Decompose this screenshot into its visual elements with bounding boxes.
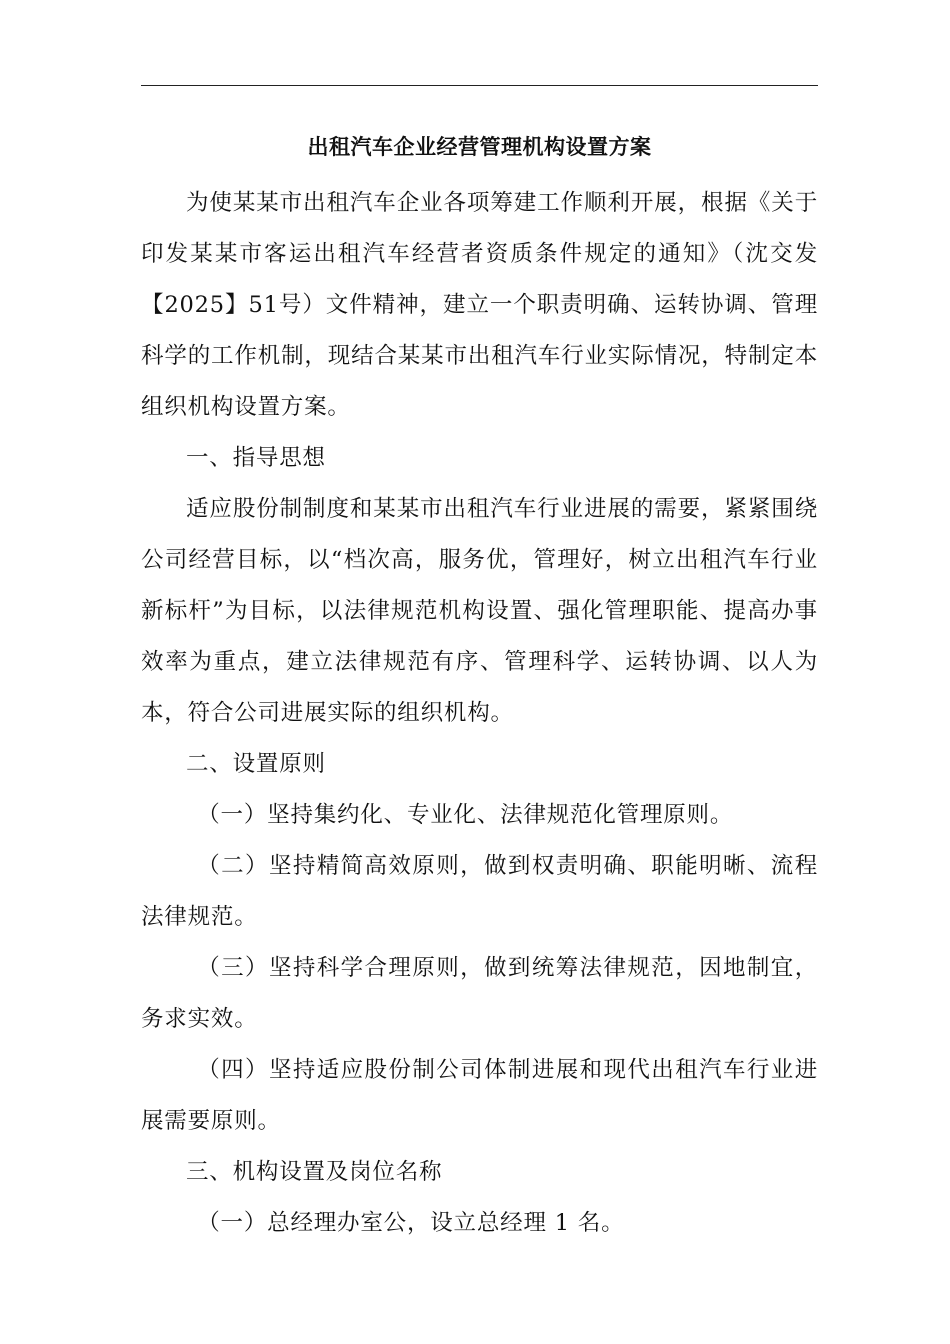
organization-item-1: （一）总经理办室公，设立总经理 1 名。	[197, 1210, 625, 1236]
principle-item-1: （一）坚持集约化、专业化、法律规范化管理原则。	[197, 802, 734, 828]
document-title: 出租汽车企业经营管理机构设置方案	[307, 134, 652, 159]
principle-item-3: （三）坚持科学合理原则，做到统筹法律规范，因地制宜，务求实效。	[141, 955, 818, 1032]
section-heading-principles: 二、设置原则	[186, 751, 326, 777]
document-body	[141, 126, 818, 1249]
principle-item-4: （四）坚持适应股份制公司体制进展和现代出租汽车行业进展需要原则。	[141, 1057, 818, 1134]
header-rule	[141, 85, 818, 86]
intro-paragraph: 为使某某市出租汽车企业各项筹建工作顺利开展，根据《关于印发某某市客运出租汽车经营者资质条件规定的通知》（沈交发【2025】51号）文件精神，建立一个职责明确、运转协调、管理科学的工作机制，现结合某某市出租汽车行业实际情况，特制定本组织机构设置方案。	[141, 190, 818, 420]
section-heading-organization: 三、机构设置及岗位名称	[186, 1159, 443, 1185]
principle-item-2: （二）坚持精简高效原则，做到权责明确、职能明晰、流程法律规范。	[141, 853, 818, 930]
guiding-ideology-paragraph: 适应股份制制度和某某市出租汽车行业进展的需要，紧紧围绕公司经营目标，以“档次高，服务优，管理好，树立出租汽车行业新标杆”为目标，以法律规范机构设置、强化管理职能、提高办事效率为重点，建立法律规范有序、管理科学、运转协调、以人为本，符合公司进展实际的组织机构。	[141, 496, 818, 726]
section-heading-guiding-ideology: 一、指导思想	[186, 445, 326, 471]
